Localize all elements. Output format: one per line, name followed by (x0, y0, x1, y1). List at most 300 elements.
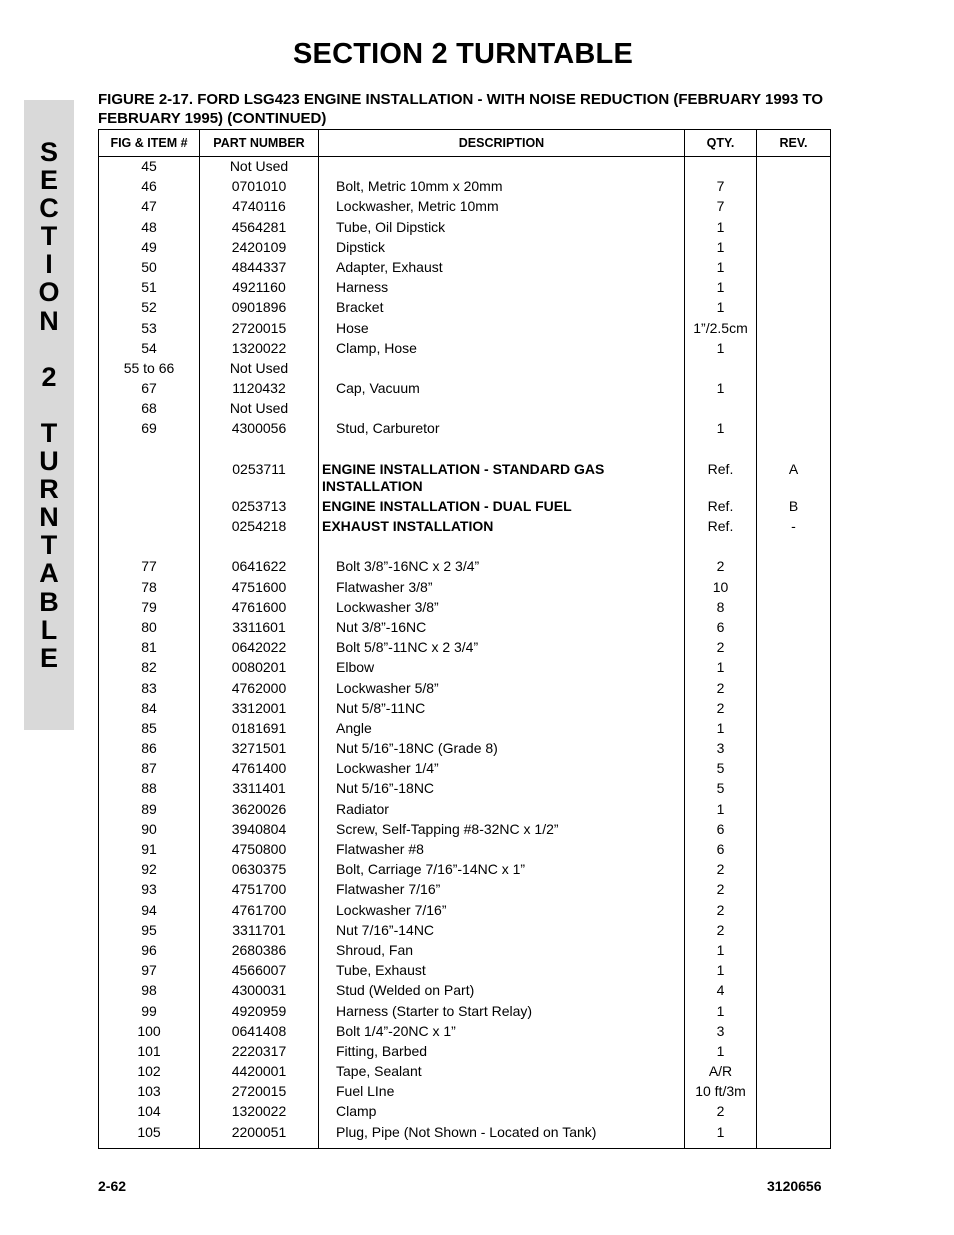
side-tab-letter: B (39, 586, 59, 617)
fig-item-cell: 67 (99, 380, 200, 400)
part-number-cell: 4750800 (200, 841, 319, 861)
table-row (99, 1103, 831, 1123)
side-tab-letter: N (39, 502, 59, 533)
rev-cell (757, 881, 831, 901)
fig-item-cell (99, 518, 200, 538)
header-qty: QTY. (685, 130, 757, 157)
rev-cell (757, 340, 831, 360)
fig-item-cell: 95 (99, 922, 200, 942)
part-number-cell: 2420109 (200, 239, 319, 259)
description-cell: Stud (Welded on Part) (319, 982, 685, 1002)
table-row (99, 982, 831, 1002)
description-cell: Flatwasher 3/8” (319, 579, 685, 599)
header-part-number: PART NUMBER (200, 130, 319, 157)
description-cell: Nut 7/16”-14NC (319, 922, 685, 942)
rev-cell (757, 619, 831, 639)
part-number-cell: 0254218 (200, 518, 319, 538)
fig-item-cell: 99 (99, 1003, 200, 1023)
qty-cell: 1 (685, 259, 757, 279)
rev-cell (757, 1063, 831, 1083)
fig-item-cell: 90 (99, 821, 200, 841)
table-row (99, 942, 831, 962)
description-cell: Clamp, Hose (319, 340, 685, 360)
table-row (99, 259, 831, 279)
part-number-cell: 2200051 (200, 1124, 319, 1149)
side-tab-letters (24, 138, 74, 672)
rev-cell (757, 720, 831, 740)
qty-cell: 5 (685, 780, 757, 800)
table-row (99, 579, 831, 599)
fig-item-cell: 94 (99, 902, 200, 922)
rev-cell (757, 219, 831, 239)
header-rev: REV. (757, 130, 831, 157)
part-number-cell: 4751600 (200, 579, 319, 599)
fig-item-cell: 82 (99, 659, 200, 679)
qty-cell: 7 (685, 198, 757, 218)
part-number-cell: 4420001 (200, 1063, 319, 1083)
fig-item-cell: 103 (99, 1083, 200, 1103)
table-row (99, 538, 831, 558)
part-number-cell: Not Used (200, 360, 319, 380)
fig-item-cell: 93 (99, 881, 200, 901)
qty-cell: 6 (685, 619, 757, 639)
rev-cell (757, 538, 831, 558)
part-number-cell: 4564281 (200, 219, 319, 239)
rev-cell (757, 558, 831, 578)
side-tab-letter: E (39, 642, 58, 673)
rev-cell (757, 861, 831, 881)
qty-cell: 1 (685, 801, 757, 821)
table-row (99, 1124, 831, 1149)
fig-item-cell: 104 (99, 1103, 200, 1123)
fig-item-cell (99, 538, 200, 558)
description-cell: Tube, Exhaust (319, 962, 685, 982)
rev-cell (757, 639, 831, 659)
fig-item-cell: 46 (99, 178, 200, 198)
table-row (99, 1083, 831, 1103)
qty-cell: Ref. (685, 518, 757, 538)
side-tab-letter: T (40, 221, 58, 252)
description-cell: Nut 5/8”-11NC (319, 700, 685, 720)
qty-cell: 1 (685, 720, 757, 740)
description-cell: Fitting, Barbed (319, 1043, 685, 1063)
fig-item-cell: 91 (99, 841, 200, 861)
description-cell: Shroud, Fan (319, 942, 685, 962)
description-cell: Tape, Sealant (319, 1063, 685, 1083)
table-row (99, 198, 831, 218)
side-tab-letter: S (39, 137, 58, 167)
table-row (99, 498, 831, 518)
description-cell: Lockwasher 1/4” (319, 760, 685, 780)
table-row (99, 558, 831, 578)
qty-cell: Ref. (685, 461, 757, 498)
page-number: 2-62 (98, 1178, 127, 1194)
rev-cell (757, 599, 831, 619)
rev-cell (757, 320, 831, 340)
description-cell (319, 360, 685, 380)
qty-cell: 1 (685, 340, 757, 360)
qty-cell: 1 (685, 219, 757, 239)
qty-cell: 4 (685, 982, 757, 1002)
table-row (99, 239, 831, 259)
fig-item-cell: 81 (99, 639, 200, 659)
table-row (99, 780, 831, 800)
fig-item-cell: 79 (99, 599, 200, 619)
parts-table-body (99, 157, 831, 1149)
rev-cell (757, 841, 831, 861)
header-description: DESCRIPTION (319, 130, 685, 157)
table-row (99, 340, 831, 360)
table-row (99, 680, 831, 700)
fig-item-cell: 68 (99, 400, 200, 420)
part-number-cell: 3620026 (200, 801, 319, 821)
fig-item-cell: 88 (99, 780, 200, 800)
table-row (99, 400, 831, 420)
fig-item-cell: 96 (99, 942, 200, 962)
part-number-cell: 4762000 (200, 680, 319, 700)
part-number-cell: 1320022 (200, 340, 319, 360)
table-row (99, 861, 831, 881)
table-row (99, 178, 831, 198)
part-number-cell: 1320022 (200, 1103, 319, 1123)
qty-cell: 1 (685, 239, 757, 259)
qty-cell: 3 (685, 740, 757, 760)
part-number-cell: 3311601 (200, 619, 319, 639)
qty-cell (685, 538, 757, 558)
table-row (99, 922, 831, 942)
part-number-cell: 2220317 (200, 1043, 319, 1063)
side-tab-letter: A (39, 558, 59, 589)
figure-title: FIGURE 2-17. FORD LSG423 ENGINE INSTALLATION - WITH NOISE REDUCTION (FEBRUARY 1993 TO FEBRUARY 1995) (CONTINUED) (98, 91, 824, 127)
description-cell (319, 157, 685, 179)
part-number-cell (200, 538, 319, 558)
description-cell: Lockwasher, Metric 10mm (319, 198, 685, 218)
qty-cell (685, 441, 757, 461)
part-number-cell: 4300056 (200, 420, 319, 440)
header-fig-item: FIG & ITEM # (99, 130, 200, 157)
qty-cell: 1 (685, 659, 757, 679)
qty-cell: 1 (685, 279, 757, 299)
description-cell: Bolt, Carriage 7/16”-14NC x 1” (319, 861, 685, 881)
qty-cell (685, 157, 757, 179)
description-cell: Plug, Pipe (Not Shown - Located on Tank) (319, 1124, 685, 1149)
fig-item-cell: 98 (99, 982, 200, 1002)
side-tab-letter (24, 335, 74, 363)
part-number-cell: 2680386 (200, 942, 319, 962)
qty-cell: 2 (685, 639, 757, 659)
qty-cell: 2 (685, 1103, 757, 1123)
rev-cell (757, 1124, 831, 1149)
part-number-cell: 4761700 (200, 902, 319, 922)
fig-item-cell: 100 (99, 1023, 200, 1043)
qty-cell: 1 (685, 942, 757, 962)
fig-item-cell (99, 498, 200, 518)
part-number-cell: 0901896 (200, 299, 319, 319)
rev-cell (757, 239, 831, 259)
table-row (99, 760, 831, 780)
qty-cell: 6 (685, 841, 757, 861)
rev-cell (757, 740, 831, 760)
part-number-cell: 0181691 (200, 720, 319, 740)
qty-cell (685, 360, 757, 380)
qty-cell: 3 (685, 1023, 757, 1043)
part-number-cell: 4761600 (200, 599, 319, 619)
qty-cell: 2 (685, 700, 757, 720)
part-number-cell: 4761400 (200, 760, 319, 780)
fig-item-cell: 85 (99, 720, 200, 740)
part-number-cell: 2720015 (200, 320, 319, 340)
description-cell: Bolt 3/8”-16NC x 2 3/4” (319, 558, 685, 578)
table-row (99, 518, 831, 538)
part-number-cell: 0701010 (200, 178, 319, 198)
fig-item-cell: 92 (99, 861, 200, 881)
table-row (99, 360, 831, 380)
table-row (99, 740, 831, 760)
description-cell: Nut 3/8”-16NC (319, 619, 685, 639)
part-number-cell: 4844337 (200, 259, 319, 279)
rev-cell (757, 982, 831, 1002)
rev-cell (757, 680, 831, 700)
table-row (99, 299, 831, 319)
table-row (99, 219, 831, 239)
part-number-cell: 0080201 (200, 659, 319, 679)
table-row (99, 1003, 831, 1023)
fig-item-cell: 87 (99, 760, 200, 780)
table-row (99, 700, 831, 720)
rev-cell (757, 659, 831, 679)
rev-cell: A (757, 461, 831, 498)
table-row (99, 380, 831, 400)
fig-item-cell: 53 (99, 320, 200, 340)
rev-cell (757, 821, 831, 841)
part-number-cell: Not Used (200, 400, 319, 420)
part-number-cell: Not Used (200, 157, 319, 179)
table-row (99, 279, 831, 299)
table-row (99, 881, 831, 901)
qty-cell: 1 (685, 1003, 757, 1023)
rev-cell (757, 380, 831, 400)
table-row (99, 1043, 831, 1063)
description-cell: Bracket (319, 299, 685, 319)
description-cell: Stud, Carburetor (319, 420, 685, 440)
description-cell: Bolt 5/8”-11NC x 2 3/4” (319, 639, 685, 659)
qty-cell: 7 (685, 178, 757, 198)
side-tab-letter: U (39, 446, 59, 477)
qty-cell: 1 (685, 1124, 757, 1149)
description-cell: Screw, Self-Tapping #8-32NC x 1/2” (319, 821, 685, 841)
rev-cell (757, 178, 831, 198)
qty-cell: 6 (685, 821, 757, 841)
qty-cell: 2 (685, 558, 757, 578)
fig-item-cell: 84 (99, 700, 200, 720)
table-row (99, 841, 831, 861)
fig-item-cell: 78 (99, 579, 200, 599)
rev-cell (757, 1103, 831, 1123)
part-number-cell: 4300031 (200, 982, 319, 1002)
description-cell: Flatwasher #8 (319, 841, 685, 861)
table-row (99, 639, 831, 659)
description-cell: Bolt 1/4”-20NC x 1” (319, 1023, 685, 1043)
rev-cell (757, 801, 831, 821)
fig-item-cell: 77 (99, 558, 200, 578)
fig-item-cell: 105 (99, 1124, 200, 1149)
side-tab-letter (24, 391, 74, 419)
qty-cell: 2 (685, 902, 757, 922)
qty-cell: 8 (685, 599, 757, 619)
side-section-tab (24, 100, 74, 730)
part-number-cell: 0253713 (200, 498, 319, 518)
part-number-cell: 2720015 (200, 1083, 319, 1103)
side-tab-letter: T (40, 417, 58, 448)
side-tab-letter: R (39, 474, 59, 505)
rev-cell (757, 441, 831, 461)
description-cell: Cap, Vacuum (319, 380, 685, 400)
fig-item-cell: 55 to 66 (99, 360, 200, 380)
description-cell (319, 400, 685, 420)
table-row (99, 720, 831, 740)
fig-item-cell: 47 (99, 198, 200, 218)
rev-cell (757, 700, 831, 720)
qty-cell: 10 ft/3m (685, 1083, 757, 1103)
document-number: 3120656 (767, 1178, 822, 1194)
qty-cell: 1”/2.5cm (685, 320, 757, 340)
rev-cell: B (757, 498, 831, 518)
side-tab-letter: N (39, 305, 59, 336)
fig-item-cell: 83 (99, 680, 200, 700)
qty-cell: Ref. (685, 498, 757, 518)
fig-item-cell: 52 (99, 299, 200, 319)
description-cell: Nut 5/16”-18NC (Grade 8) (319, 740, 685, 760)
qty-cell: 1 (685, 299, 757, 319)
part-number-cell: 3311401 (200, 780, 319, 800)
parts-table (98, 129, 831, 1149)
part-number-cell: 3311701 (200, 922, 319, 942)
table-row (99, 1063, 831, 1083)
part-number-cell: 3312001 (200, 700, 319, 720)
table-row (99, 962, 831, 982)
rev-cell (757, 962, 831, 982)
qty-cell: 2 (685, 922, 757, 942)
description-cell: Lockwasher 3/8” (319, 599, 685, 619)
part-number-cell: 4920959 (200, 1003, 319, 1023)
qty-cell: 1 (685, 1043, 757, 1063)
qty-cell: 2 (685, 680, 757, 700)
rev-cell (757, 1043, 831, 1063)
fig-item-cell: 89 (99, 801, 200, 821)
rev-cell (757, 1023, 831, 1043)
side-tab-letter: I (45, 249, 53, 280)
side-tab-letter: E (39, 165, 58, 196)
part-number-cell: 4751700 (200, 881, 319, 901)
fig-item-cell: 101 (99, 1043, 200, 1063)
description-cell: Harness (319, 279, 685, 299)
description-cell: Nut 5/16”-18NC (319, 780, 685, 800)
description-cell: Clamp (319, 1103, 685, 1123)
side-tab-letter: O (38, 277, 60, 308)
fig-item-cell: 69 (99, 420, 200, 440)
rev-cell (757, 1003, 831, 1023)
fig-item-cell: 48 (99, 219, 200, 239)
table-row (99, 801, 831, 821)
rev-cell (757, 420, 831, 440)
table-row (99, 157, 831, 179)
fig-item-cell (99, 441, 200, 461)
rev-cell (757, 579, 831, 599)
rev-cell (757, 157, 831, 179)
qty-cell: 2 (685, 881, 757, 901)
fig-item-cell: 102 (99, 1063, 200, 1083)
qty-cell: A/R (685, 1063, 757, 1083)
qty-cell: 10 (685, 579, 757, 599)
table-row (99, 420, 831, 440)
rev-cell (757, 942, 831, 962)
rev-cell: - (757, 518, 831, 538)
description-cell: Lockwasher 5/8” (319, 680, 685, 700)
part-number-cell: 4566007 (200, 962, 319, 982)
description-cell: Harness (Starter to Start Relay) (319, 1003, 685, 1023)
part-number-cell: 4921160 (200, 279, 319, 299)
description-cell: Bolt, Metric 10mm x 20mm (319, 178, 685, 198)
table-row (99, 821, 831, 841)
description-cell: Elbow (319, 659, 685, 679)
description-cell: Hose (319, 320, 685, 340)
qty-cell: 1 (685, 420, 757, 440)
part-number-cell: 0642022 (200, 639, 319, 659)
part-number-cell: 0630375 (200, 861, 319, 881)
part-number-cell: 3940804 (200, 821, 319, 841)
side-tab-letter: 2 (41, 361, 57, 392)
fig-item-cell: 49 (99, 239, 200, 259)
rev-cell (757, 922, 831, 942)
fig-item-cell: 45 (99, 157, 200, 179)
description-cell: ENGINE INSTALLATION - STANDARD GAS INSTALLATION (319, 461, 685, 498)
rev-cell (757, 902, 831, 922)
part-number-cell: 0641622 (200, 558, 319, 578)
fig-item-cell: 80 (99, 619, 200, 639)
description-cell: Angle (319, 720, 685, 740)
rev-cell (757, 780, 831, 800)
table-row (99, 619, 831, 639)
description-cell: ENGINE INSTALLATION - DUAL FUEL (319, 498, 685, 518)
table-row (99, 461, 831, 498)
section-title: SECTION 2 TURNTABLE (293, 38, 633, 70)
table-header-row (99, 130, 831, 157)
description-cell: Flatwasher 7/16” (319, 881, 685, 901)
fig-item-cell (99, 461, 200, 498)
part-number-cell: 0253711 (200, 461, 319, 498)
fig-item-cell: 50 (99, 259, 200, 279)
rev-cell (757, 400, 831, 420)
fig-item-cell: 97 (99, 962, 200, 982)
part-number-cell: 1120432 (200, 380, 319, 400)
rev-cell (757, 299, 831, 319)
rev-cell (757, 360, 831, 380)
table-row (99, 902, 831, 922)
side-tab-letter: C (39, 193, 59, 224)
table-row (99, 1023, 831, 1043)
side-tab-letter: L (40, 614, 58, 645)
fig-item-cell: 86 (99, 740, 200, 760)
qty-cell: 2 (685, 861, 757, 881)
description-cell: Lockwasher 7/16” (319, 902, 685, 922)
fig-item-cell: 51 (99, 279, 200, 299)
side-tab-letter: T (40, 530, 58, 561)
table-row (99, 659, 831, 679)
qty-cell (685, 400, 757, 420)
rev-cell (757, 760, 831, 780)
fig-item-cell: 54 (99, 340, 200, 360)
description-cell (319, 538, 685, 558)
